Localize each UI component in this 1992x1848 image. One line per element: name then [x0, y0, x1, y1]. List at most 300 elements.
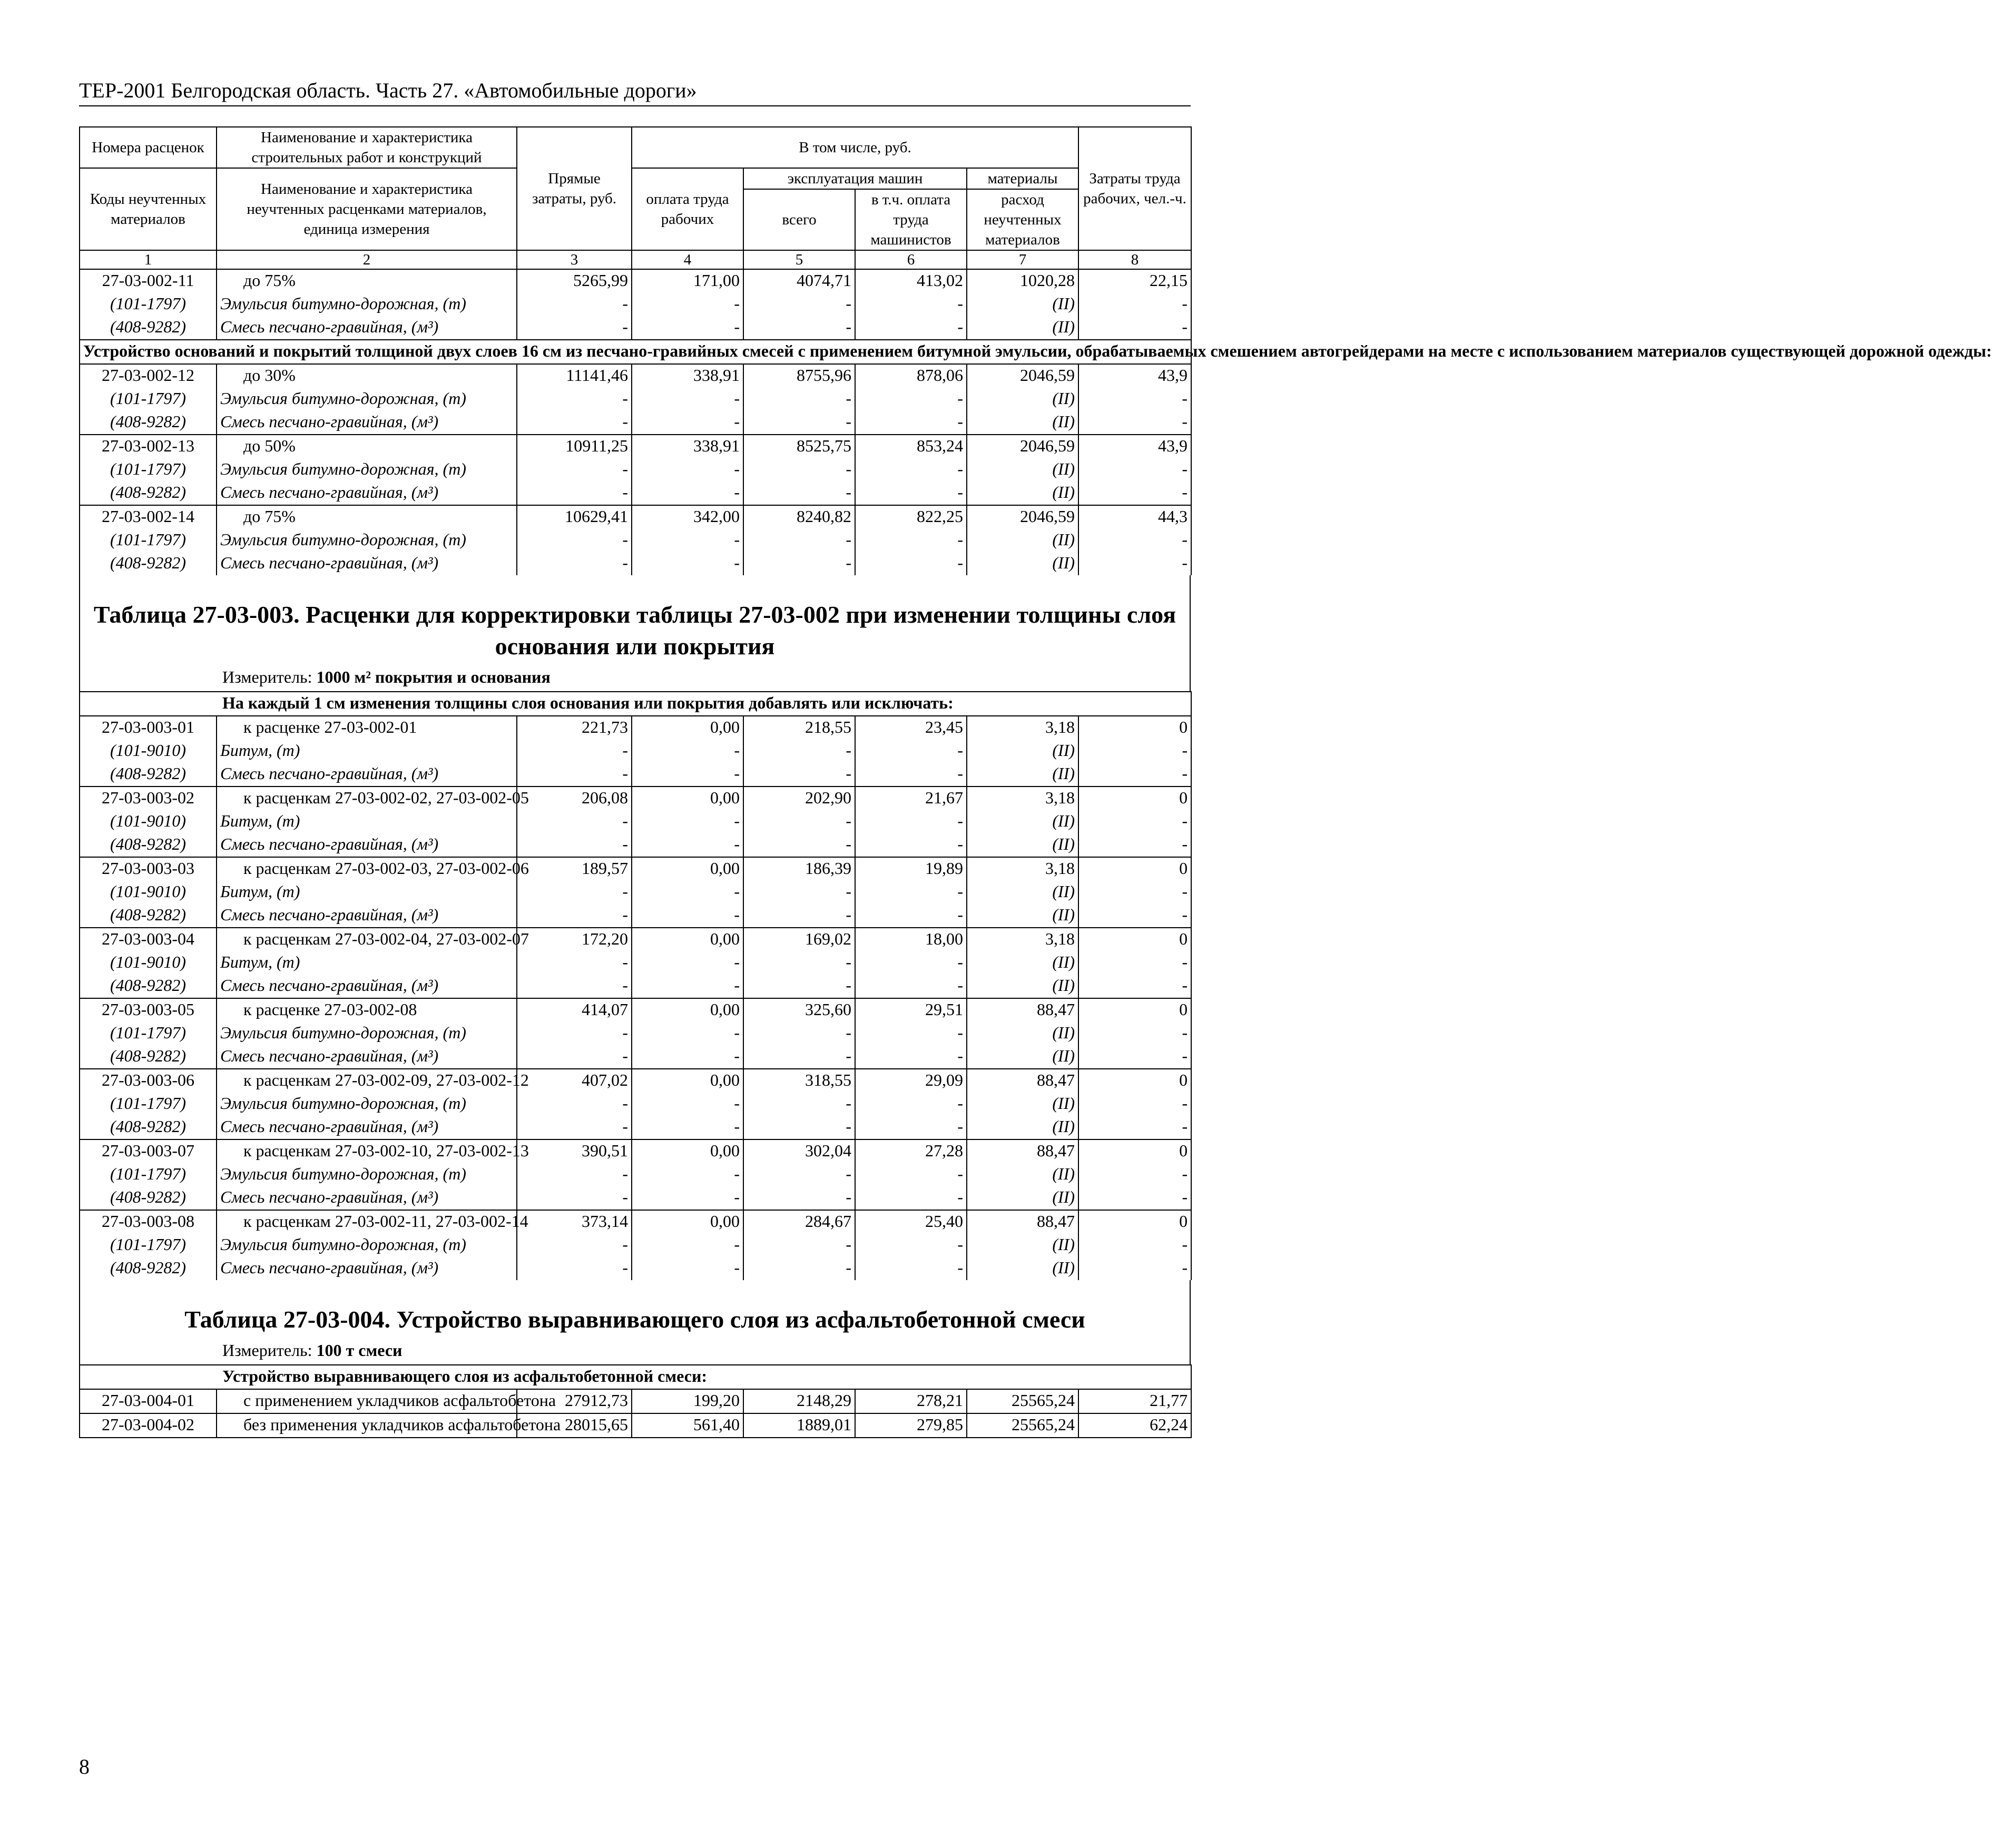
- material-row: [80, 293, 1191, 316]
- material-name: Смесь песчано-гравийная, (м³): [217, 316, 517, 340]
- machinist-pay: -: [855, 1093, 967, 1116]
- machine-total: -: [743, 1257, 855, 1280]
- materials-cost: (II): [967, 316, 1078, 340]
- labor-hours: 44,3: [1078, 505, 1191, 529]
- worker-pay: -: [632, 1234, 743, 1257]
- material-code: (101-1797): [80, 293, 217, 316]
- direct-costs: -: [517, 1257, 632, 1280]
- materials-cost: (II): [967, 1186, 1078, 1210]
- machine-total: -: [743, 975, 855, 998]
- machine-total: 169,02: [743, 928, 855, 951]
- labor-hours: -: [1078, 316, 1191, 340]
- rate-name: к расценке 27-03-002-01: [217, 716, 517, 740]
- worker-pay: 338,91: [632, 364, 743, 388]
- machinist-pay: -: [855, 810, 967, 833]
- machinist-pay: 23,45: [855, 716, 967, 740]
- direct-costs: -: [517, 1163, 632, 1186]
- material-name: Битум, (т): [217, 740, 517, 763]
- material-code: (101-1797): [80, 388, 217, 411]
- materials-cost: (II): [967, 763, 1078, 787]
- worker-pay: -: [632, 552, 743, 575]
- worker-pay: -: [632, 293, 743, 316]
- material-row: [80, 810, 1191, 833]
- materials-cost: 88,47: [967, 1210, 1078, 1234]
- worker-pay: 0,00: [632, 1069, 743, 1093]
- material-code: (101-1797): [80, 1234, 217, 1257]
- rate-name: к расценкам 27-03-002-02, 27-03-002-05: [217, 787, 517, 810]
- table-row: [80, 1210, 1191, 1234]
- measurement-value: 100 т смеси: [316, 1341, 403, 1360]
- direct-costs: 189,57: [517, 857, 632, 881]
- worker-pay: -: [632, 481, 743, 505]
- worker-pay: -: [632, 1163, 743, 1186]
- col-number: 7: [967, 250, 1078, 269]
- material-code: (101-1797): [80, 1093, 217, 1116]
- worker-pay: -: [632, 1257, 743, 1280]
- rate-code: 27-03-003-01: [80, 716, 217, 740]
- material-code: (101-1797): [80, 1022, 217, 1045]
- materials-cost: (II): [967, 388, 1078, 411]
- machine-total: -: [743, 1045, 855, 1069]
- direct-costs: 390,51: [517, 1139, 632, 1163]
- worker-pay: -: [632, 529, 743, 552]
- labor-hours: -: [1078, 458, 1191, 481]
- rate-code: 27-03-002-13: [80, 435, 217, 458]
- table-row: [80, 857, 1191, 881]
- machinist-pay: -: [855, 1116, 967, 1139]
- materials-cost: (II): [967, 881, 1078, 904]
- materials-cost: 3,18: [967, 787, 1078, 810]
- material-row: [80, 388, 1191, 411]
- machine-total: 2148,29: [743, 1389, 855, 1413]
- machine-total: -: [743, 411, 855, 435]
- material-name: Смесь песчано-гравийная, (м³): [217, 481, 517, 505]
- rate-code: 27-03-003-02: [80, 787, 217, 810]
- labor-hours: 22,15: [1078, 269, 1191, 293]
- section-heading: Устройство оснований и покрытий толщиной двух слоев 16 см из песчано-гравийных смесей с применением битумной эмульсии, обрабатываемых смешением автогрейдерами на месте с использованием материалов существующей дорожной одежды:: [80, 340, 1191, 364]
- direct-costs: -: [517, 763, 632, 787]
- col-header-work-name: Наименование и характеристика строительных работ и конструкций: [217, 127, 517, 168]
- col-number: 8: [1078, 250, 1191, 269]
- machine-total: -: [743, 1116, 855, 1139]
- direct-costs: 5265,99: [517, 269, 632, 293]
- table-title: Таблица 27-03-003. Расценки для корректировки таблицы 27-03-002 при изменении толщины слоя основания или покрытия: [93, 601, 1176, 660]
- direct-costs: -: [517, 529, 632, 552]
- machine-total: 318,55: [743, 1069, 855, 1093]
- worker-pay: -: [632, 810, 743, 833]
- rate-code: 27-03-003-07: [80, 1139, 217, 1163]
- col-header-material-codes: Коды неучтенных материалов: [80, 168, 217, 250]
- direct-costs: -: [517, 1045, 632, 1069]
- material-row: [80, 904, 1191, 928]
- materials-cost: 1020,28: [967, 269, 1078, 293]
- direct-costs: -: [517, 833, 632, 857]
- material-code: (408-9282): [80, 481, 217, 505]
- materials-cost: (II): [967, 975, 1078, 998]
- labor-hours: 0: [1078, 928, 1191, 951]
- materials-cost: (II): [967, 458, 1078, 481]
- materials-cost: 2046,59: [967, 435, 1078, 458]
- direct-costs: 221,73: [517, 716, 632, 740]
- labor-hours: -: [1078, 1093, 1191, 1116]
- rate-name: до 30%: [217, 364, 517, 388]
- machinist-pay: 27,28: [855, 1139, 967, 1163]
- material-row: [80, 458, 1191, 481]
- worker-pay: 199,20: [632, 1389, 743, 1413]
- material-name: Смесь песчано-гравийная, (м³): [217, 1116, 517, 1139]
- machinist-pay: -: [855, 1257, 967, 1280]
- machinist-pay: -: [855, 881, 967, 904]
- rate-code: 27-03-002-12: [80, 364, 217, 388]
- machine-total: -: [743, 1022, 855, 1045]
- worker-pay: 171,00: [632, 269, 743, 293]
- material-name: Эмульсия битумно-дорожная, (т): [217, 1163, 517, 1186]
- machinist-pay: 853,24: [855, 435, 967, 458]
- rate-code: 27-03-002-14: [80, 505, 217, 529]
- rate-name: с применением укладчиков асфальтобетона: [217, 1389, 517, 1413]
- machine-total: 284,67: [743, 1210, 855, 1234]
- machine-total: -: [743, 529, 855, 552]
- machine-total: -: [743, 1163, 855, 1186]
- labor-hours: -: [1078, 833, 1191, 857]
- machinist-pay: 878,06: [855, 364, 967, 388]
- direct-costs: -: [517, 552, 632, 575]
- machine-total: -: [743, 552, 855, 575]
- material-name: Эмульсия битумно-дорожная, (т): [217, 529, 517, 552]
- labor-hours: -: [1078, 740, 1191, 763]
- worker-pay: -: [632, 1022, 743, 1045]
- machine-total: 186,39: [743, 857, 855, 881]
- table-row: [80, 1413, 1191, 1438]
- material-code: (101-1797): [80, 458, 217, 481]
- material-row: [80, 975, 1191, 998]
- rates-table-27-03-002: [79, 126, 1992, 575]
- material-name: Эмульсия битумно-дорожная, (т): [217, 1022, 517, 1045]
- worker-pay: 0,00: [632, 928, 743, 951]
- machinist-pay: -: [855, 1163, 967, 1186]
- table-row: [80, 928, 1191, 951]
- direct-costs: -: [517, 881, 632, 904]
- machinist-pay: 18,00: [855, 928, 967, 951]
- labor-hours: 0: [1078, 857, 1191, 881]
- machine-total: -: [743, 833, 855, 857]
- machine-total: -: [743, 316, 855, 340]
- direct-costs: 27912,73: [517, 1389, 632, 1413]
- material-row: [80, 833, 1191, 857]
- table-row: [80, 269, 1191, 293]
- machinist-pay: -: [855, 1186, 967, 1210]
- rate-code: 27-03-003-04: [80, 928, 217, 951]
- table-27-03-003-heading: [79, 575, 1191, 691]
- machine-total: -: [743, 951, 855, 975]
- rate-name: к расценке 27-03-002-08: [217, 998, 517, 1022]
- machinist-pay: 413,02: [855, 269, 967, 293]
- materials-cost: 88,47: [967, 1139, 1078, 1163]
- material-name: Смесь песчано-гравийная, (м³): [217, 552, 517, 575]
- materials-cost: (II): [967, 1234, 1078, 1257]
- rate-name: до 50%: [217, 435, 517, 458]
- labor-hours: 43,9: [1078, 364, 1191, 388]
- material-row: [80, 1093, 1191, 1116]
- rate-code: 27-03-003-05: [80, 998, 217, 1022]
- material-row: [80, 1163, 1191, 1186]
- worker-pay: 0,00: [632, 787, 743, 810]
- table-row: [80, 505, 1191, 529]
- material-code: (101-9010): [80, 810, 217, 833]
- col-header-labor-costs: Затраты труда рабочих, чел.-ч.: [1078, 127, 1191, 250]
- rate-name: к расценкам 27-03-002-10, 27-03-002-13: [217, 1139, 517, 1163]
- material-name: Эмульсия битумно-дорожная, (т): [217, 1093, 517, 1116]
- col-header-worker-pay: оплата труда рабочих: [632, 168, 743, 250]
- material-name: Битум, (т): [217, 881, 517, 904]
- worker-pay: 0,00: [632, 1139, 743, 1163]
- material-name: Эмульсия битумно-дорожная, (т): [217, 458, 517, 481]
- rate-code: 27-03-003-03: [80, 857, 217, 881]
- direct-costs: 414,07: [517, 998, 632, 1022]
- direct-costs: 10911,25: [517, 435, 632, 458]
- materials-cost: 2046,59: [967, 364, 1078, 388]
- machine-total: -: [743, 1186, 855, 1210]
- direct-costs: -: [517, 481, 632, 505]
- labor-hours: -: [1078, 1257, 1191, 1280]
- material-row: [80, 1045, 1191, 1069]
- rate-name: до 75%: [217, 505, 517, 529]
- labor-hours: 43,9: [1078, 435, 1191, 458]
- material-code: (408-9282): [80, 1257, 217, 1280]
- labor-hours: 0: [1078, 1139, 1191, 1163]
- materials-cost: (II): [967, 1116, 1078, 1139]
- worker-pay: 338,91: [632, 435, 743, 458]
- direct-costs: -: [517, 810, 632, 833]
- col-header-machine-total: всего: [743, 189, 855, 250]
- rates-table-27-03-003: [79, 691, 1192, 1280]
- material-code: (101-9010): [80, 951, 217, 975]
- direct-costs: -: [517, 458, 632, 481]
- materials-cost: (II): [967, 740, 1078, 763]
- direct-costs: -: [517, 1234, 632, 1257]
- table-row: [80, 1139, 1191, 1163]
- materials-cost: (II): [967, 552, 1078, 575]
- materials-cost: (II): [967, 529, 1078, 552]
- worker-pay: -: [632, 740, 743, 763]
- material-name: Смесь песчано-гравийная, (м³): [217, 833, 517, 857]
- materials-cost: 3,18: [967, 716, 1078, 740]
- worker-pay: -: [632, 881, 743, 904]
- table-row: [80, 716, 1191, 740]
- worker-pay: 342,00: [632, 505, 743, 529]
- measurement-label: Измеритель:: [222, 667, 312, 686]
- direct-costs: 373,14: [517, 1210, 632, 1234]
- material-row: [80, 411, 1191, 435]
- machinist-pay: -: [855, 388, 967, 411]
- col-number: 6: [855, 250, 967, 269]
- col-header-material-names: Наименование и характеристика неучтенных расценками материалов, единица измерения: [217, 168, 517, 250]
- labor-hours: -: [1078, 1022, 1191, 1045]
- direct-costs: 10629,41: [517, 505, 632, 529]
- materials-cost: 3,18: [967, 928, 1078, 951]
- machinist-pay: 279,85: [855, 1413, 967, 1438]
- worker-pay: -: [632, 388, 743, 411]
- materials-cost: 88,47: [967, 998, 1078, 1022]
- machine-total: -: [743, 904, 855, 928]
- col-number: 4: [632, 250, 743, 269]
- machinist-pay: -: [855, 951, 967, 975]
- material-name: Эмульсия битумно-дорожная, (т): [217, 388, 517, 411]
- material-code: (408-9282): [80, 904, 217, 928]
- worker-pay: -: [632, 458, 743, 481]
- col-header-direct-costs: Прямые затраты, руб.: [517, 127, 632, 250]
- labor-hours: -: [1078, 951, 1191, 975]
- machinist-pay: 822,25: [855, 505, 967, 529]
- machine-total: 4074,71: [743, 269, 855, 293]
- labor-hours: -: [1078, 975, 1191, 998]
- machine-total: -: [743, 1093, 855, 1116]
- material-name: Битум, (т): [217, 810, 517, 833]
- material-code: (408-9282): [80, 975, 217, 998]
- machine-total: -: [743, 481, 855, 505]
- labor-hours: -: [1078, 529, 1191, 552]
- labor-hours: -: [1078, 552, 1191, 575]
- material-row: [80, 1234, 1191, 1257]
- rate-name: без применения укладчиков асфальтобетона: [217, 1413, 517, 1438]
- machinist-pay: -: [855, 833, 967, 857]
- labor-hours: -: [1078, 1163, 1191, 1186]
- materials-cost: (II): [967, 411, 1078, 435]
- machine-total: -: [743, 388, 855, 411]
- section-heading: Устройство выравнивающего слоя из асфальтобетонной смеси:: [80, 1365, 1191, 1389]
- direct-costs: -: [517, 388, 632, 411]
- rate-name: к расценкам 27-03-002-11, 27-03-002-14: [217, 1210, 517, 1234]
- material-name: Эмульсия битумно-дорожная, (т): [217, 293, 517, 316]
- machine-total: -: [743, 763, 855, 787]
- labor-hours: -: [1078, 1234, 1191, 1257]
- rate-code: 27-03-002-11: [80, 269, 217, 293]
- material-code: (408-9282): [80, 316, 217, 340]
- material-row: [80, 1186, 1191, 1210]
- machinist-pay: 278,21: [855, 1389, 967, 1413]
- labor-hours: 0: [1078, 1069, 1191, 1093]
- labor-hours: -: [1078, 810, 1191, 833]
- measurement-value: 1000 м² покрытия и основания: [316, 667, 551, 686]
- material-row: [80, 951, 1191, 975]
- table-27-03-004-heading: [79, 1280, 1191, 1364]
- labor-hours: -: [1078, 293, 1191, 316]
- materials-cost: 25565,24: [967, 1413, 1078, 1438]
- page-header: ТЕР-2001 Белгородская область. Часть 27. «Автомобильные дороги»: [79, 78, 697, 102]
- machine-total: -: [743, 740, 855, 763]
- rate-code: 27-03-003-06: [80, 1069, 217, 1093]
- document-body: [79, 126, 1992, 1438]
- direct-costs: -: [517, 1022, 632, 1045]
- material-code: (101-1797): [80, 529, 217, 552]
- worker-pay: 0,00: [632, 1210, 743, 1234]
- worker-pay: -: [632, 316, 743, 340]
- machinist-pay: -: [855, 740, 967, 763]
- rate-name: к расценкам 27-03-002-09, 27-03-002-12: [217, 1069, 517, 1093]
- table-row: [80, 787, 1191, 810]
- materials-cost: (II): [967, 293, 1078, 316]
- measurement-unit: [80, 662, 1190, 691]
- machinist-pay: 29,09: [855, 1069, 967, 1093]
- labor-hours: -: [1078, 1116, 1191, 1139]
- labor-hours: -: [1078, 411, 1191, 435]
- material-name: Смесь песчано-гравийная, (м³): [217, 1045, 517, 1069]
- machinist-pay: -: [855, 458, 967, 481]
- direct-costs: -: [517, 904, 632, 928]
- material-row: [80, 1257, 1191, 1280]
- machine-total: 8755,96: [743, 364, 855, 388]
- direct-costs: -: [517, 293, 632, 316]
- worker-pay: 0,00: [632, 716, 743, 740]
- material-row: [80, 529, 1191, 552]
- table-row: [80, 435, 1191, 458]
- header-rule: [79, 105, 1191, 106]
- machine-total: 218,55: [743, 716, 855, 740]
- machinist-pay: 19,89: [855, 857, 967, 881]
- machine-total: -: [743, 810, 855, 833]
- worker-pay: -: [632, 763, 743, 787]
- material-code: (408-9282): [80, 1116, 217, 1139]
- direct-costs: -: [517, 1116, 632, 1139]
- worker-pay: -: [632, 833, 743, 857]
- materials-cost: (II): [967, 904, 1078, 928]
- materials-cost: 3,18: [967, 857, 1078, 881]
- materials-cost: 2046,59: [967, 505, 1078, 529]
- materials-cost: (II): [967, 951, 1078, 975]
- machinist-pay: -: [855, 293, 967, 316]
- machinist-pay: -: [855, 975, 967, 998]
- worker-pay: -: [632, 1186, 743, 1210]
- labor-hours: -: [1078, 881, 1191, 904]
- material-name: Смесь песчано-гравийная, (м³): [217, 975, 517, 998]
- machine-total: 325,60: [743, 998, 855, 1022]
- materials-cost: (II): [967, 833, 1078, 857]
- materials-cost: 88,47: [967, 1069, 1078, 1093]
- section-heading: На каждый 1 см изменения толщины слоя основания или покрытия добавлять или исключать:: [80, 692, 1191, 716]
- labor-hours: 62,24: [1078, 1413, 1191, 1438]
- material-code: (101-9010): [80, 740, 217, 763]
- direct-costs: 407,02: [517, 1069, 632, 1093]
- material-code: (408-9282): [80, 763, 217, 787]
- material-name: Битум, (т): [217, 951, 517, 975]
- material-code: (408-9282): [80, 1045, 217, 1069]
- materials-cost: (II): [967, 1022, 1078, 1045]
- col-header-including: В том числе, руб.: [632, 127, 1078, 168]
- rate-name: до 75%: [217, 269, 517, 293]
- labor-hours: 21,77: [1078, 1389, 1191, 1413]
- material-name: Смесь песчано-гравийная, (м³): [217, 1186, 517, 1210]
- material-code: (101-1797): [80, 1163, 217, 1186]
- machine-total: 1889,01: [743, 1413, 855, 1438]
- machine-total: 8525,75: [743, 435, 855, 458]
- labor-hours: -: [1078, 481, 1191, 505]
- material-row: [80, 740, 1191, 763]
- direct-costs: -: [517, 1186, 632, 1210]
- materials-cost: (II): [967, 1257, 1078, 1280]
- labor-hours: -: [1078, 388, 1191, 411]
- material-row: [80, 1116, 1191, 1139]
- machine-total: 202,90: [743, 787, 855, 810]
- material-code: (408-9282): [80, 833, 217, 857]
- labor-hours: -: [1078, 1045, 1191, 1069]
- machinist-pay: 29,51: [855, 998, 967, 1022]
- worker-pay: -: [632, 1116, 743, 1139]
- labor-hours: -: [1078, 1186, 1191, 1210]
- worker-pay: -: [632, 1093, 743, 1116]
- rate-code: 27-03-004-02: [80, 1413, 217, 1438]
- rates-table-27-03-004: [79, 1364, 1192, 1438]
- table-row: [80, 364, 1191, 388]
